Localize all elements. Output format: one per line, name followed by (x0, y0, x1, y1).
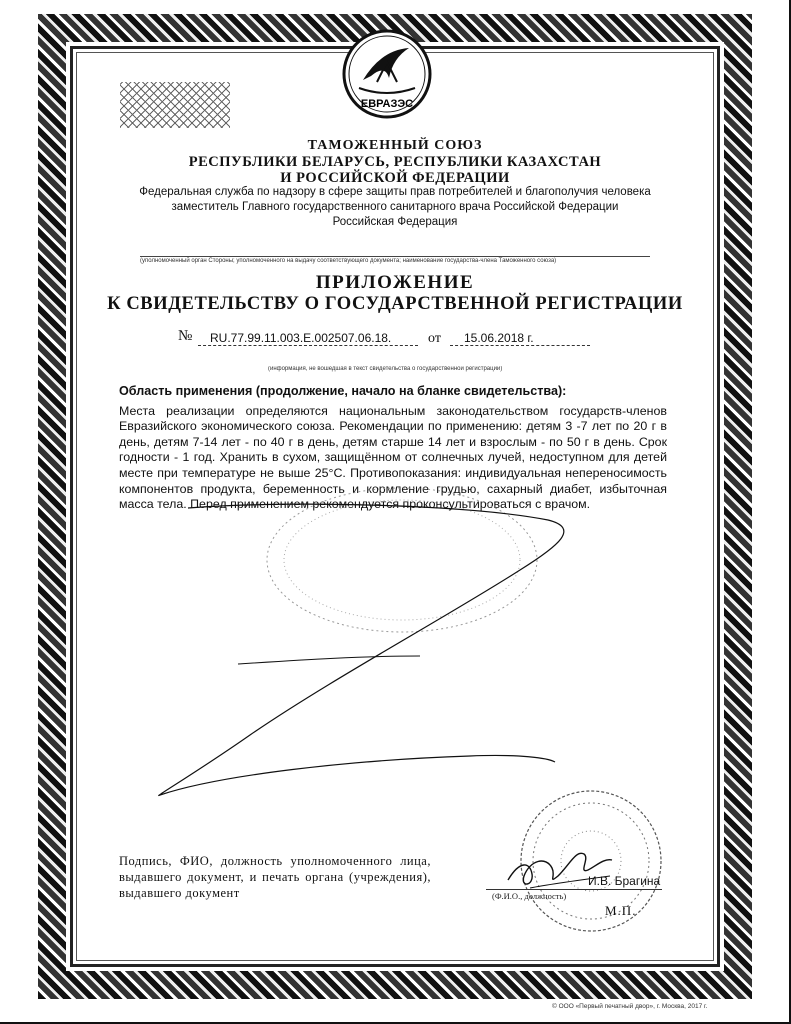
signature-caption: Подпись, ФИО, должность уполномоченного лица, выдавшего документ, и печать органа (учреждения), выдавшего документ (119, 854, 431, 900)
seal-place-mark: М.П. (605, 903, 637, 918)
title-certificate: К СВИДЕТЕЛЬСТВУ О ГОСУДАРСТВЕННОЙ РЕГИСТРАЦИИ (107, 294, 683, 314)
logo-text: ЕВРАЗЭС (360, 98, 414, 110)
evrazes-logo (341, 28, 433, 120)
agency-line-3: Российская Федерация (332, 216, 458, 228)
signatory-name: И.В. Брагина (588, 874, 661, 888)
issuer-caption: (уполномоченный орган Стороны; уполномоченного на выдачу соответствующего документа; наименование государства-члена Таможенного союза) (140, 256, 650, 264)
header-republics: РЕСПУБЛИКИ БЕЛАРУСЬ, РЕСПУБЛИКИ КАЗАХСТАН (188, 154, 602, 170)
header-russian-federation: И РОССИЙСКОЙ ФЕДЕРАЦИИ (280, 170, 510, 186)
registration-number: RU.77.99.11.003.E.002507.06.18. (198, 331, 418, 346)
scope-paragraph: Места реализации определяются национальным законодательством государств-членов Евразийского экономического союза. Рекомендации по применению: детям 3 -7 лет по 20 г в день, детям 7-14 лет - по 40 г в день, детям старше 14 лет и взрослым - по 50 г в день. Срок годности - 1 год. Хранить в сухом, защищённом от солнечных лучей, недоступном для детей месте при температуре не выше 25°С. Противопоказания: индивидуальная непереносимость компонентов продукта, беременность и кормление грудью, сахарный диабет, избыточная масса тела. Перед применением рекомендуется проконсультироваться с врачом. (119, 403, 667, 512)
number-label: № (178, 328, 193, 344)
header-customs-union: ТАМОЖЕННЫЙ СОЮЗ (307, 138, 483, 153)
signature-line (486, 889, 662, 890)
scope-heading: Область применения (продолжение, начало на бланке свидетельства): (119, 384, 567, 398)
registration-date: 15.06.2018 г. (450, 331, 590, 346)
printer-footer: © ООО «Первый печатный двор», г. Москва, 2017 г. (552, 1003, 708, 1010)
date-label: от (428, 331, 441, 346)
info-caption: (информация, не вошедшая в текст свидетельства о государственной регистрации) (268, 366, 503, 372)
guilloche-pattern (120, 82, 230, 128)
faint-seal-impression (252, 480, 552, 640)
signatory-caption: (Ф.И.О., должность) (492, 891, 567, 901)
agency-line-1: Федеральная служба по надзору в сфере защиты прав потребителей и благополучия человека (139, 186, 651, 198)
agency-line-2: заместитель Главного государственного санитарного врача Российской Федерации (171, 201, 619, 213)
title-appendix: ПРИЛОЖЕНИЕ (315, 272, 475, 293)
